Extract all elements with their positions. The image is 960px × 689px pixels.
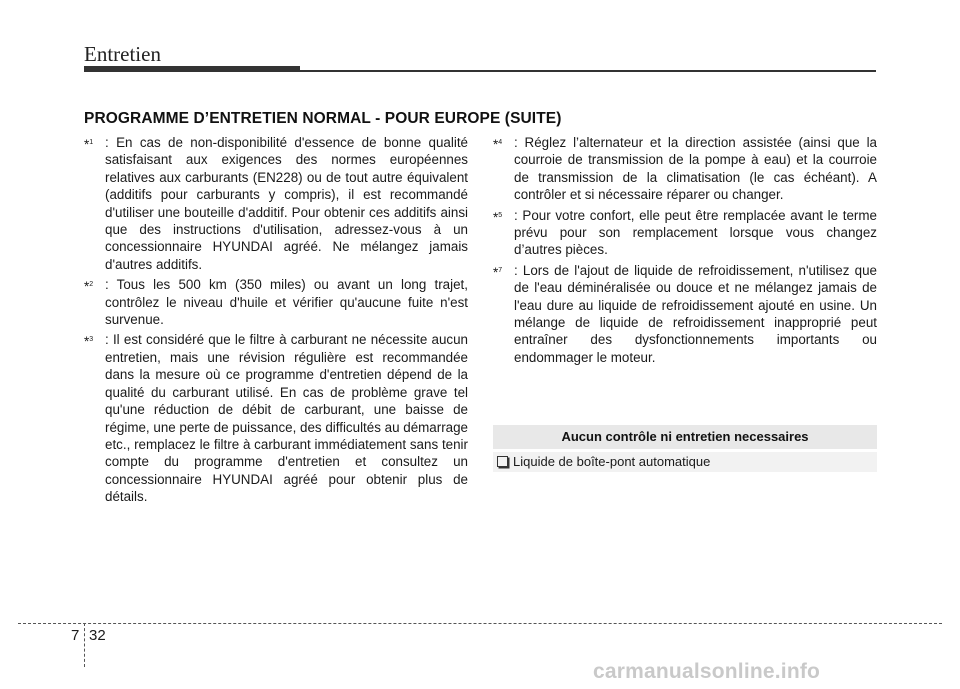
footnote-marker: *$^3$ (84, 334, 94, 350)
footnote-text: : Réglez l’alternateur et la direction assistée (ainsi que la courroie de transmission de la pompe à eau) et la courroie de transmission de la climatisation (le cas échéant). A contrôler et si nécessaire réparer ou changer. (514, 135, 877, 203)
panel-item (493, 452, 877, 472)
notes-left-column (84, 134, 468, 509)
footnote-text: : Lors de l'ajout de liquide de refroidissement, n'utilisez que de l'eau déminéralisée ou douce et ne mélangez jamais de l'eau dure au liquide de refroidissement ajouté en usine. Un mélange de liquide de refroidissement inapproprié peut entraîner des dysfonctionnements importants ou endommager le moteur. (514, 262, 877, 365)
footnote-marker: *$^7$ (493, 264, 503, 280)
header-rule-thick (84, 66, 300, 72)
footnote-marker: *$^4$ (493, 137, 503, 152)
footnote-marker: *$^1$ (84, 137, 94, 152)
footer-dashed-rule (18, 623, 942, 624)
footnote-text: : Pour votre confort, elle peut être remplacée avant le terme prévu pour son remplacement lorsque vous changez d’autres pièces. (514, 207, 877, 258)
page-number: 32 (89, 627, 106, 644)
footer-dashed-divider (84, 623, 85, 667)
notes-right-column (493, 134, 877, 369)
panel-item-label: Liquide de boîte-pont automatique (513, 454, 711, 469)
footnote-marker: *$^5$ (493, 209, 503, 225)
header-title: Entretien (84, 42, 161, 66)
watermark: carmanualsonline.info (593, 660, 821, 683)
footnote-5 (493, 207, 877, 259)
header-rule-thin (300, 70, 876, 72)
footnote-4 (493, 134, 877, 204)
panel-title: Aucun contrôle ni entretien necessaires (493, 425, 877, 449)
footnote-marker: *$^2$ (84, 279, 94, 295)
footnote-1 (84, 134, 468, 273)
checkbox-icon (497, 456, 508, 467)
footnote-text: : En cas de non-disponibilité d'essence de bonne qualité satisfaisant aux exigences des normes européennes relatives aux carburants (EN228) ou de tout autre équivalent (additifs pour carburants y compris), il est recommandé d'utiliser une bouteille d'additif. Pour obtenir ces additifs ainsi que des instructions d'utilisation, adressez-vous à un concessionnaire HYUNDAI agréé. Ne mélangez jamais d'autres additifs. (105, 135, 468, 272)
footnote-text: : Il est considéré que le filtre à carburant ne nécessite aucun entretien, mais une révision régulière est recommandée dans la mesure où ce programme d'entretien dépend de la qualité du carburant utilisé. En cas de problème grave tel qu'une réduction de débit de carburant, une baisse de régime, une perte de puissance, des difficultés au démarrage etc., remplacez le filtre à carburant immédiatement sans tenir compte du programme d'entretien et consultez un concessionnaire HYUNDAI agréé pour obtenir plus de détails. (105, 332, 469, 505)
no-maintenance-panel (493, 425, 877, 472)
chapter-number: 7 (71, 627, 80, 644)
section-title: PROGRAMME D’ENTRETIEN NORMAL - POUR EUROPE (SUITE) (84, 110, 562, 127)
footnote-text: : Tous les 500 km (350 miles) ou avant un long trajet, contrôlez le niveau d'huile et vérifier qu'aucune fuite n'est survenue. (105, 277, 468, 328)
footnote-7 (493, 262, 877, 366)
footnote-2 (84, 276, 468, 328)
footnote-3 (84, 331, 468, 505)
